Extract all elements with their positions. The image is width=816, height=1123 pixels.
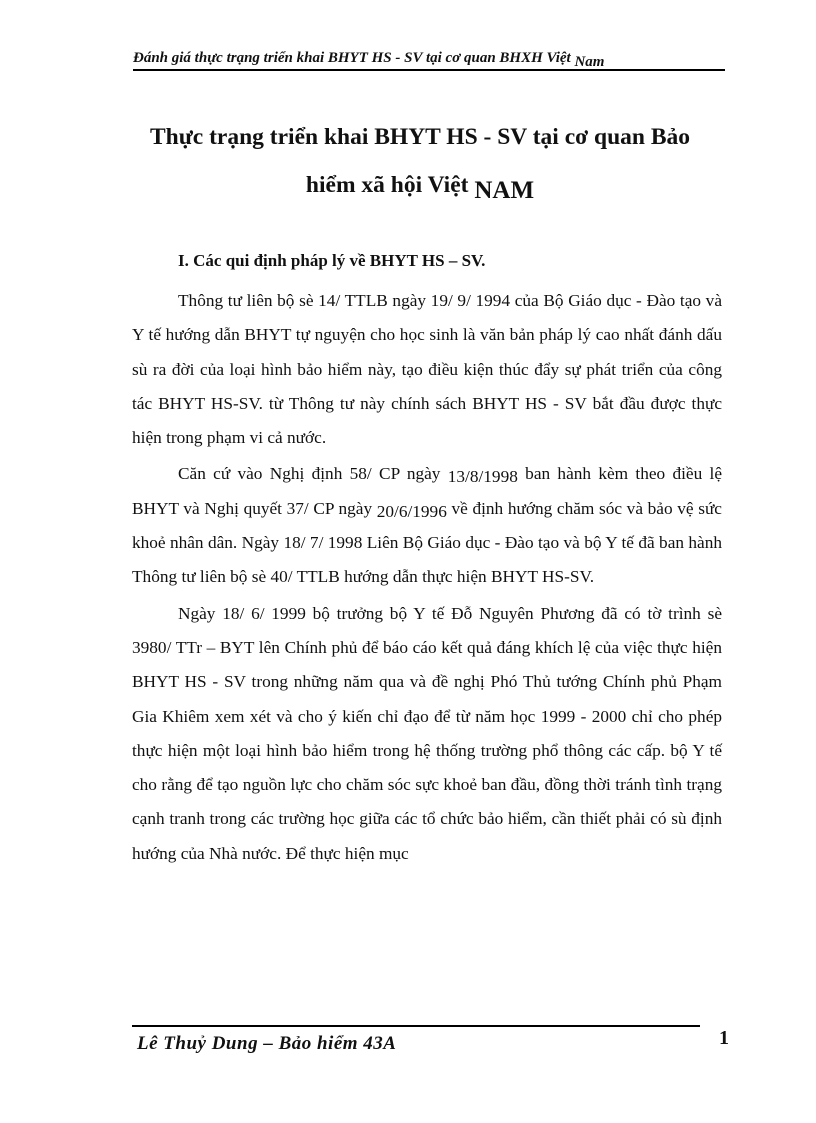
paragraph-2-date-2: 20/6/1996 — [376, 501, 447, 521]
page-number: 1 — [719, 1027, 729, 1049]
paragraph-2 — [132, 457, 722, 594]
title-line-2 — [120, 161, 720, 209]
running-header — [133, 50, 725, 71]
paragraph-3: Ngày 18/ 6/ 1999 bộ trưởng bộ Y tế Đỗ Nguyên Phương đã có tờ trình sè 3980/ TTr – BYT lên Chính phủ để báo cáo kết quả đáng khích lệ của việc thực hiện BHYT HS - SV trong những năm qua và đề nghị Phó Thủ tướng Chính phủ Phạm Gia Khiêm xem xét và cho ý kiến chỉ đạo để từ năm học 1999 - 2000 chỉ cho phép thực hiện một loại hình bảo hiểm trong hệ thống trường phổ thông các cấp. bộ Y tế cho rằng để tạo nguồn lực cho chăm sóc sực khoẻ ban đầu, đồng thời tránh tình trạng cạnh tranh trong các trường học giữa các tổ chức bảo hiểm, cần thiết phải có sù định hướng của Nhà nước. Để thực hiện mục — [132, 603, 722, 863]
paragraph-2-part-a: Căn cứ vào Nghị định 58/ CP ngày — [178, 464, 441, 484]
footer-author: Lê Thuỷ Dung – Bảo hiểm 43A — [137, 1033, 397, 1054]
title-line-1: Thực trạng triển khai BHYT HS - SV tại cơ quan Bảo — [149, 124, 691, 150]
title-line-2-big: NAM — [474, 177, 535, 204]
paragraph-2-part-c: về định hướng chăm sóc và bảo vệ sức khoẻ nhân dân. Ngày 18/ 7/ 1998 Liên Bộ Giáo dục - Đào tạo và bộ Y tế đã ban hành Thông tư liên bộ sè 40/ TTLB hướng dẫn thực hiện BHYT HS-SV. — [132, 498, 722, 587]
paragraph-2-date-1: 13/8/1998 — [447, 467, 518, 487]
section-heading: I. Các qui định pháp lý về BHYT HS – SV. — [178, 251, 486, 270]
header-text-sub: Nam — [574, 54, 605, 70]
paragraph-2-part-b: ban hành kèm theo điều lệ BHYT và Nghị quyết 37/ CP ngày — [132, 464, 722, 518]
document-title — [120, 114, 720, 209]
paragraph-1: Thông tư liên bộ sè 14/ TTLB ngày 19/ 9/ 1994 của Bộ Giáo dục - Đào tạo và Y tế hướng dẫn BHYT tự nguyện cho học sinh là văn bản pháp lý cao nhất đánh dấu sù ra đời của loại hình bảo hiểm này, tạo điều kiện thúc đẩy sự phát triển của công tác BHYT HS-SV. từ Thông tư này chính sách BHYT HS - SV bắt đầu được thực hiện trong phạm vi cả nước. — [132, 291, 722, 448]
title-line-2-text: hiểm xã hội Việt — [305, 172, 469, 198]
body-text — [132, 284, 722, 873]
footer-divider — [132, 1025, 700, 1027]
header-text: Đánh giá thực trạng triển khai BHYT HS - SV tại cơ quan BHXH Việt — [133, 50, 571, 66]
